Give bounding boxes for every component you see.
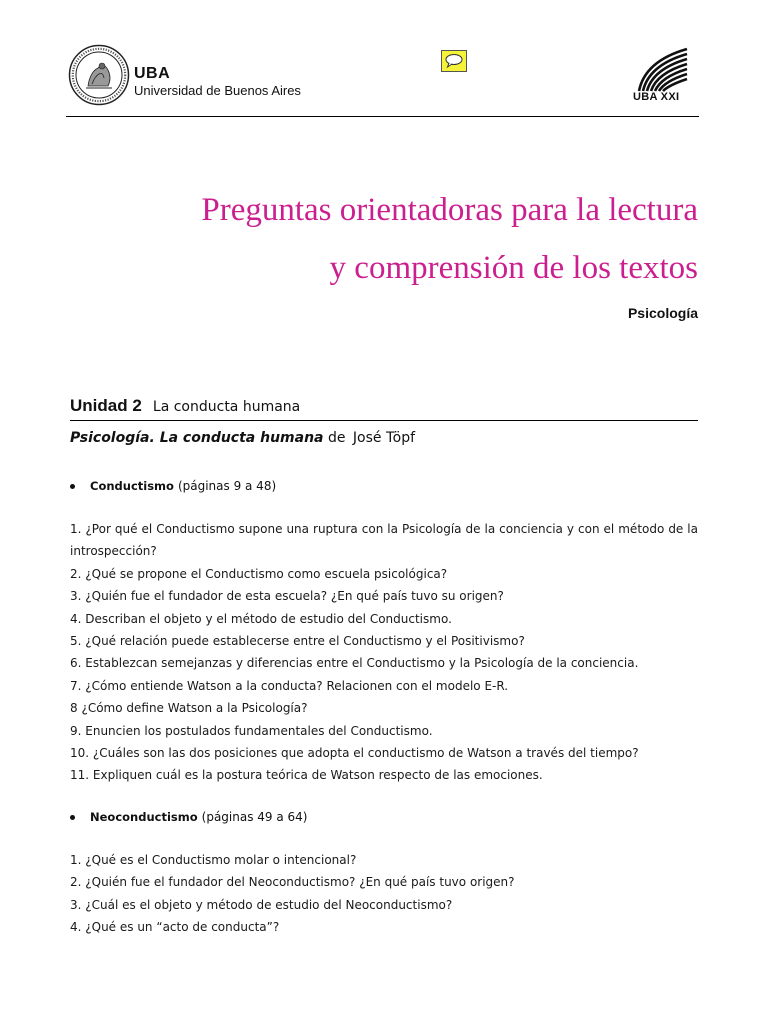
unit-divider: [70, 420, 698, 421]
uba-xxi-label: UBA XXI: [633, 91, 680, 103]
page-header: [66, 40, 699, 116]
text-author: José Töpf: [352, 430, 416, 446]
question-item: 1. ¿Por qué el Conductismo supone una ruptura con la Psicología de la conciencia y con el método de la introspección?: [70, 522, 698, 559]
header-divider: [66, 116, 699, 117]
question-item: 5. ¿Qué relación puede establecerse entre el Conductismo y el Positivismo?: [70, 634, 525, 649]
unit-heading: [70, 396, 698, 416]
question-item: 3. ¿Cuál es el objeto y método de estudio del Neoconductismo?: [70, 897, 453, 912]
question-item: 3. ¿Quién fue el fundador de esta escuela? ¿En qué país tuvo su origen?: [70, 589, 504, 604]
unit-number: Unidad 2: [70, 396, 142, 415]
question-item: 8 ¿Cómo define Watson a la Psicología?: [70, 701, 308, 716]
question-item: 11. Expliquen cuál es la postura teórica de Watson respecto de las emociones.: [70, 768, 543, 783]
section-name: Neoconductismo: [90, 810, 198, 824]
university-short-name: UBA: [134, 65, 171, 82]
document-title-line-2: y comprensión de los textos: [329, 250, 698, 286]
text-by: de: [327, 430, 346, 446]
section-heading: [70, 477, 698, 495]
question-item: 9. Enuncien los postulados fundamentales del Conductismo.: [70, 723, 433, 738]
section-name: Conductismo: [90, 479, 174, 493]
question-item: 7. ¿Cómo entiende Watson a la conducta? Relacionen con el modelo E-R.: [70, 678, 509, 693]
question-list: [70, 518, 698, 787]
bullet-icon: [70, 484, 75, 489]
subject-label: Psicología: [627, 305, 698, 321]
university-seal-icon: [68, 44, 130, 106]
section-heading: [70, 808, 698, 826]
question-item: 2. ¿Qué se propone el Conductismo como escuela psicológica?: [70, 566, 448, 581]
question-item: 6. Establezcan semejanzas y diferencias entre el Conductismo y la Psicología de la conciencia.: [70, 656, 639, 671]
text-reference: [70, 430, 415, 446]
question-item: 1. ¿Qué es el Conductismo molar o intencional?: [70, 853, 357, 867]
speech-bubble-icon[interactable]: [441, 50, 467, 72]
unit-name: La conducta humana: [152, 399, 301, 415]
section-conductismo: [70, 477, 698, 787]
section-pages: (páginas 9 a 48): [177, 479, 277, 493]
question-item: 2. ¿Quién fue el fundador del Neoconductismo? ¿En qué país tuvo origen?: [70, 875, 515, 890]
text-title: Psicología. La conducta humana: [70, 430, 324, 446]
question-list: [70, 849, 698, 939]
section-pages: (páginas 49 a 64): [201, 810, 308, 824]
bullet-icon: [70, 815, 75, 820]
question-item: 4. Describan el objeto y el método de estudio del Conductismo.: [70, 611, 452, 626]
university-name-block: [134, 65, 301, 99]
question-item: 10. ¿Cuáles son las dos posiciones que adopta el conductismo de Watson a través del tiempo?: [70, 746, 639, 761]
question-item: 4. ¿Qué es un “acto de conducta”?: [70, 920, 280, 935]
university-full-name: Universidad de Buenos Aires: [134, 83, 301, 98]
section-neoconductismo: [70, 808, 698, 939]
document-title-line-1: Preguntas orientadoras para la lectura: [201, 192, 698, 228]
